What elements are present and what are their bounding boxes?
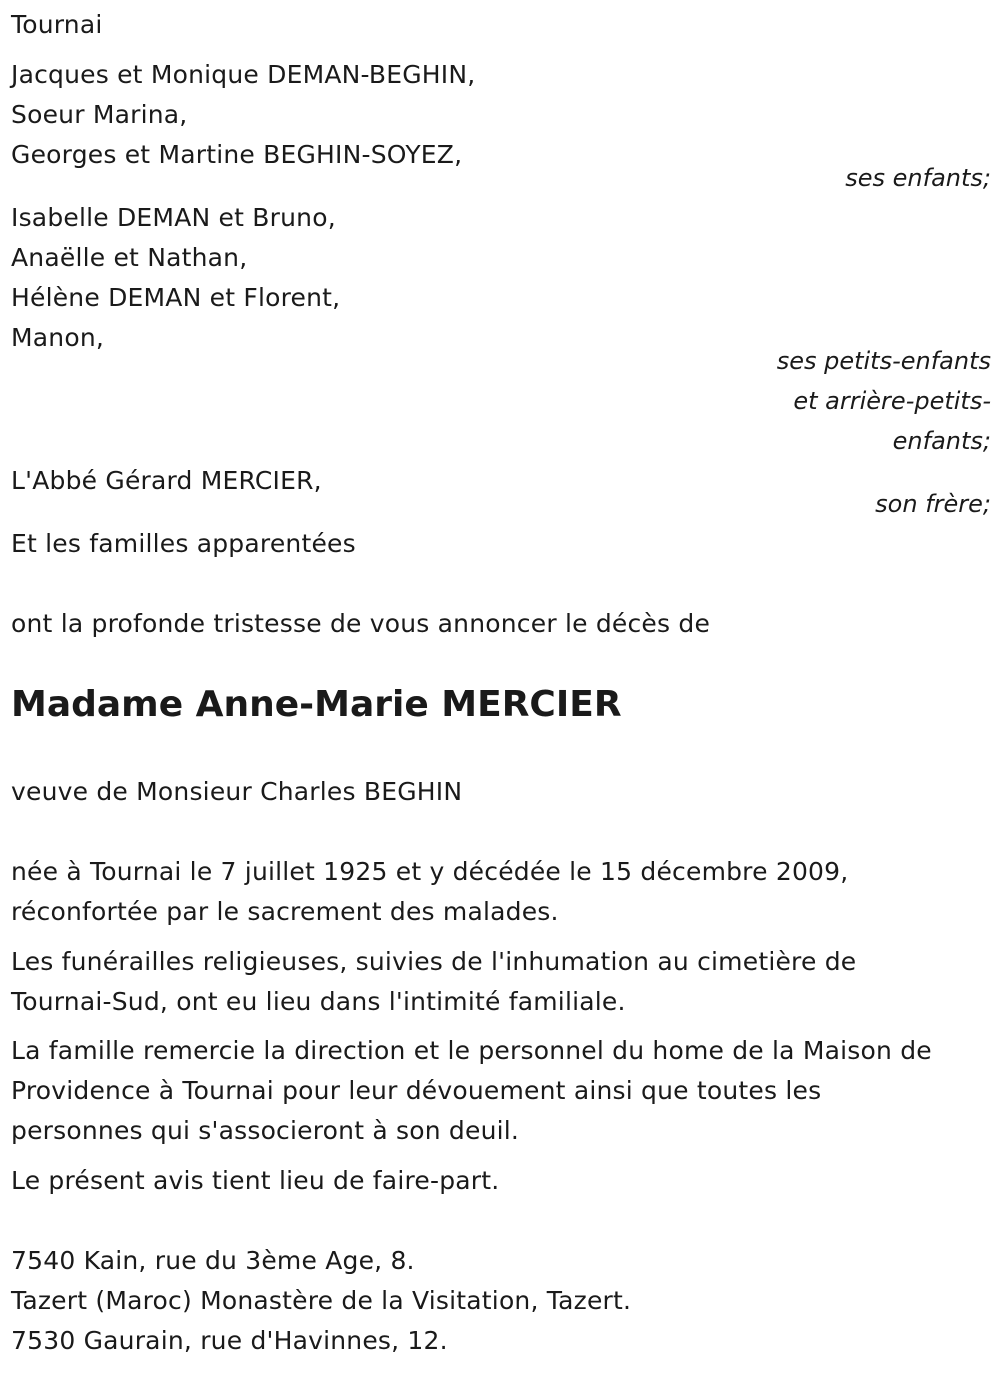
children-line: Georges et Martine BEGHIN-SOYEZ,	[11, 140, 463, 169]
thanks-line: Providence à Tournai pour leur dévouement ainsi que toutes les	[11, 1076, 822, 1105]
grandchildren-line: Hélène DEMAN et Florent,	[11, 283, 341, 312]
thanks-line: personnes qui s'associeront à son deuil.	[11, 1116, 520, 1145]
notice-line: Le présent avis tient lieu de faire-part.	[11, 1166, 500, 1195]
children-line: Soeur Marina,	[11, 100, 188, 129]
brother-line: L'Abbé Gérard MERCIER,	[11, 466, 322, 495]
announcement: ont la profonde tristesse de vous annoncer le décès de	[11, 609, 711, 638]
birth-death-line: réconfortée par le sacrement des malades.	[11, 897, 559, 926]
grandchildren-role: et arrière-petits-	[793, 387, 991, 415]
grandchildren-line: Isabelle DEMAN et Bruno,	[11, 203, 336, 232]
address-line: Tazert (Maroc) Monastère de la Visitation, Tazert.	[11, 1286, 632, 1315]
thanks-line: La famille remercie la direction et le personnel du home de la Maison de	[11, 1036, 932, 1065]
brother-role: son frère;	[875, 490, 991, 518]
funeral-line: Les funérailles religieuses, suivies de l'inhumation au cimetière de	[11, 947, 857, 976]
address-line: 7540 Kain, rue du 3ème Age, 8.	[11, 1246, 415, 1275]
grandchildren-role: ses petits-enfants	[776, 347, 991, 375]
grandchildren-role: enfants;	[892, 427, 991, 455]
funeral-line: Tournai-Sud, ont eu lieu dans l'intimité familiale.	[11, 987, 626, 1016]
location: Tournai	[11, 10, 103, 39]
grandchildren-line: Anaëlle et Nathan,	[11, 243, 248, 272]
address-line: 7530 Gaurain, rue d'Havinnes, 12.	[11, 1326, 448, 1355]
grandchildren-line: Manon,	[11, 323, 105, 352]
deceased-name: Madame Anne-Marie MERCIER	[11, 684, 622, 725]
children-role: ses enfants;	[845, 164, 991, 192]
birth-death-line: née à Tournai le 7 juillet 1925 et y décédée le 15 décembre 2009,	[11, 857, 849, 886]
widow-of: veuve de Monsieur Charles BEGHIN	[11, 777, 463, 806]
children-line: Jacques et Monique DEMAN-BEGHIN,	[11, 60, 476, 89]
families-line: Et les familles apparentées	[11, 529, 356, 558]
